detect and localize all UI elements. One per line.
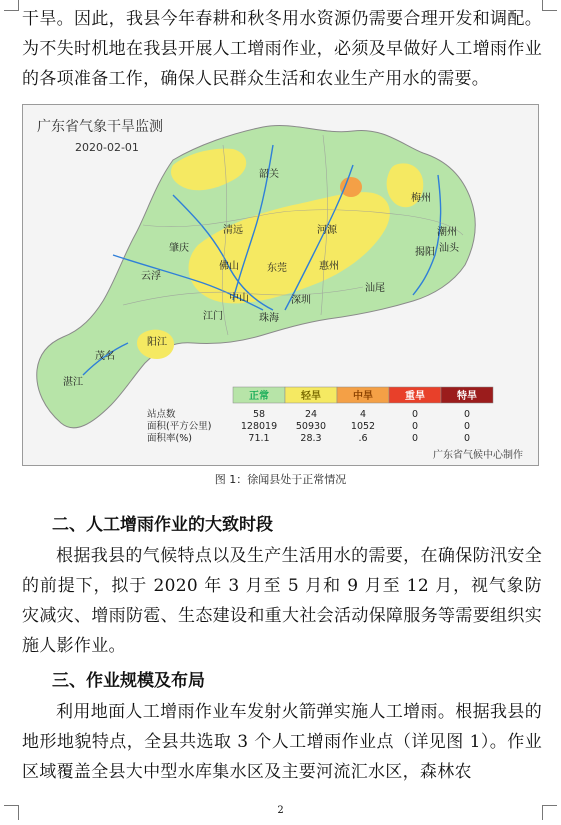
drought-map-figure: [22, 104, 539, 466]
figure-title: 广东省气象干旱监测: [37, 119, 163, 135]
stats-cell: 0: [411, 409, 419, 420]
city-label: 茂名: [95, 351, 115, 362]
stats-cell: 0: [411, 421, 419, 432]
stats-row-label: 面积率(%): [147, 433, 192, 444]
stats-cell: 0: [463, 409, 471, 420]
city-label: 清远: [223, 225, 243, 236]
city-label: 潮州: [437, 227, 457, 238]
figure-caption: 图 1：徐闻县处于正常情况: [214, 473, 347, 486]
city-label: 珠海: [259, 313, 279, 324]
intro-paragraph: 干旱。因此，我县今年春耕和秋冬用水资源仍需要合理开发和调配。为不失时机地在我县开展人工增雨作业，必须及早做好人工增雨作业的各项准备工作，确保人民群众生活和农业生产用水的需要。: [22, 9, 542, 89]
stats-cell: 1052: [350, 421, 376, 432]
stats-cell: 28.3: [300, 433, 322, 444]
city-label: 云浮: [141, 271, 161, 282]
city-label: 揭阳: [415, 247, 435, 258]
stats-cell: 0: [463, 421, 471, 432]
city-label: 东莞: [267, 263, 287, 274]
page-number: 2: [277, 805, 284, 816]
stats-cell: 50930: [295, 421, 327, 432]
city-label: 惠州: [319, 261, 339, 272]
city-label: 中山: [229, 293, 249, 304]
stats-cell: 24: [304, 409, 318, 420]
stats-cell: 0: [463, 433, 471, 444]
city-label: 阳江: [147, 337, 167, 348]
city-label: 梅州: [411, 193, 431, 204]
crop-mark-top-left: [4, 0, 19, 11]
crop-mark-top-right: [542, 0, 557, 11]
legend: [233, 387, 493, 403]
city-label: 江门: [203, 311, 223, 322]
section-2-paragraph: 根据我县的气候特点以及生产生活用水的需要，在确保防汛安全的前提下，拟于 2020 年 3 月至 5 月和 9 月至 12 月，视气象防灾减灾、增雨防雹、生态建设和重大社会活动保障服务等需要组织实施人影作业。: [22, 546, 542, 656]
stats-row-label: 站点数: [147, 409, 176, 420]
stats-cell: 71.1: [248, 433, 270, 444]
stats-cell: 58: [252, 409, 266, 420]
figure-date: 2020-02-01: [75, 141, 139, 154]
legend-label: 正常: [249, 391, 269, 402]
section-3-paragraph: 利用地面人工增雨作业车发射火箭弹实施人工增雨。根据我县的地形地貌特点，全县共选取 3 个人工增雨作业点（详见图 1）。作业区域覆盖全县大中型水库集水区及主要河流汇水区，森林农: [22, 702, 542, 782]
figure-credit: 广东省气候中心制作: [433, 450, 523, 461]
city-label: 肇庆: [169, 243, 189, 254]
legend-label: 中旱: [353, 391, 373, 402]
stats-cell: 4: [359, 409, 367, 420]
stats-cell: 0: [411, 433, 419, 444]
stats-table: [147, 408, 470, 444]
legend-label: 重旱: [405, 391, 425, 402]
section-heading-2: 二、人工增雨作业的大致时段: [52, 515, 273, 535]
city-label: 汕头: [439, 243, 459, 254]
city-label: 河源: [317, 225, 337, 236]
stats-cell: .6: [358, 433, 368, 444]
stats-row-label: 面积(平方公里): [147, 421, 212, 432]
legend-label: 轻旱: [301, 391, 321, 402]
drought-map: [23, 105, 538, 465]
city-label: 湛江: [63, 377, 83, 388]
city-label: 佛山: [219, 261, 239, 272]
section-heading-3: 三、作业规模及布局: [52, 671, 205, 691]
city-label: 汕尾: [365, 283, 385, 294]
moderate-drought-spot: [340, 177, 362, 197]
stats-cell: 128019: [240, 421, 278, 432]
city-label: 深圳: [291, 295, 311, 306]
legend-label: 特旱: [457, 391, 477, 402]
city-label: 韶关: [259, 169, 279, 180]
